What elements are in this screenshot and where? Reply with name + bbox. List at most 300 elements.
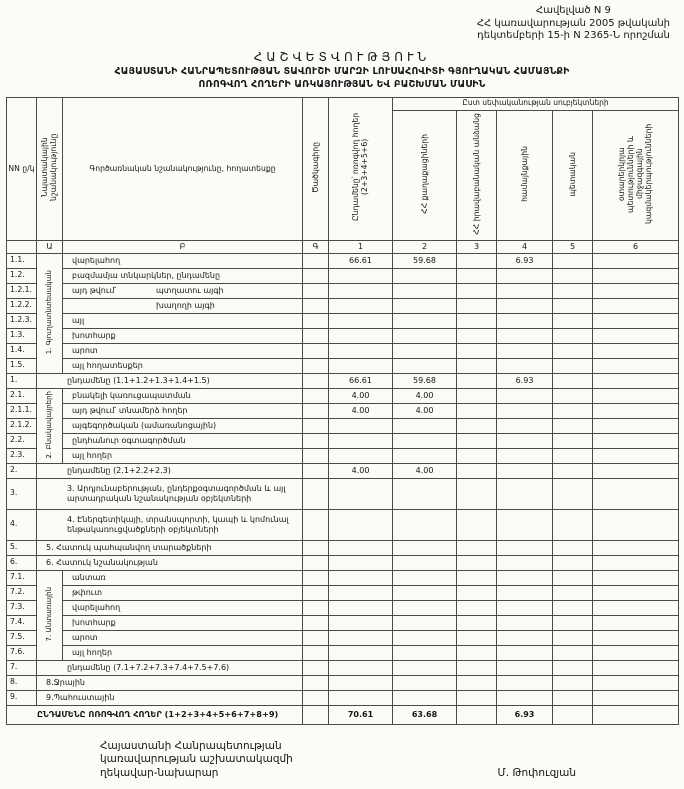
value-cell (497, 690, 553, 705)
value-cell (303, 388, 329, 403)
value-cell: 6.93 (497, 373, 553, 388)
value-cell (457, 253, 497, 268)
value-cell (593, 373, 679, 388)
value-cell (497, 600, 553, 615)
row-label-prefix: այդ թվում՝ (72, 285, 117, 295)
value-cell (593, 268, 679, 283)
value-cell: 6.93 (497, 253, 553, 268)
column-letter: 1 (329, 240, 393, 253)
value-cell (593, 403, 679, 418)
report-table-body (7, 253, 679, 724)
row-label-cell (37, 463, 303, 478)
ownership-group-header: Ըստ սեփականության սուբյեկտների (393, 97, 679, 110)
value-cell (393, 448, 457, 463)
value-cell (329, 690, 393, 705)
column-letter: Բ (63, 240, 303, 253)
col-header-state (553, 110, 593, 240)
value-cell (303, 675, 329, 690)
value-cell (303, 253, 329, 268)
value-cell (303, 555, 329, 570)
value-cell (457, 540, 497, 555)
value-cell (393, 509, 457, 540)
row-num: 2.3. (7, 448, 37, 463)
value-cell (497, 585, 553, 600)
report-table (6, 97, 679, 725)
row-label-cell (63, 343, 303, 358)
value-cell (553, 268, 593, 283)
value-cell (553, 570, 593, 585)
value-cell: 4.00 (393, 388, 457, 403)
value-cell (553, 690, 593, 705)
value-cell (497, 283, 553, 298)
table-row (7, 418, 679, 433)
value-cell (593, 463, 679, 478)
row-label: թփուտ (72, 587, 103, 597)
group-label: 2. Բնակավայրերի (45, 390, 54, 459)
value-cell (303, 585, 329, 600)
value-cell (593, 313, 679, 328)
value-cell (553, 448, 593, 463)
col-header-total (329, 97, 393, 240)
value-cell (553, 675, 593, 690)
row-num: 3. (7, 478, 37, 509)
col-header-code (303, 97, 329, 240)
value-cell (593, 328, 679, 343)
value-cell (457, 433, 497, 448)
value-cell (393, 268, 457, 283)
value-cell (393, 283, 457, 298)
table-row (7, 555, 679, 570)
row-label-cell (37, 540, 303, 555)
row-label: 8.Ջրային (46, 677, 85, 687)
value-cell (303, 705, 329, 724)
col-header-total-label: Ընդամենը՝ ոռոգվող հողեր (2+3+4+5+6) (351, 113, 370, 222)
row-num: 2.2. (7, 433, 37, 448)
table-row (7, 403, 679, 418)
value-cell (457, 448, 497, 463)
value-cell (457, 358, 497, 373)
footer-line-2: կառավարության աշխատակազմի (100, 753, 293, 766)
row-label: բնակելի կառուցապատման (72, 390, 191, 400)
value-cell: 4.00 (329, 388, 393, 403)
value-cell (497, 418, 553, 433)
row-label: այգեգործական (ամառանոցային) (72, 420, 217, 430)
column-letter: 3 (457, 240, 497, 253)
row-num: 1.2.1. (7, 283, 37, 298)
col-header-foreign (593, 110, 679, 240)
col-header-community-label: համայնքային (519, 146, 529, 202)
value-cell (457, 615, 497, 630)
value-cell (593, 675, 679, 690)
value-cell: 4.00 (329, 463, 393, 478)
value-cell (497, 343, 553, 358)
value-cell (393, 675, 457, 690)
value-cell (497, 298, 553, 313)
value-cell (457, 298, 497, 313)
value-cell (593, 478, 679, 509)
row-num: 7. (7, 660, 37, 675)
row-label: արոտ (72, 632, 98, 642)
value-cell (553, 298, 593, 313)
value-cell (457, 283, 497, 298)
value-cell (393, 645, 457, 660)
row-label: 6. Հատուկ նշանակության (46, 557, 158, 567)
row-label-cell (37, 478, 303, 509)
value-cell (303, 328, 329, 343)
row-num: 7.6. (7, 645, 37, 660)
table-row (7, 478, 679, 509)
row-label-cell (63, 418, 303, 433)
table-row (7, 600, 679, 615)
value-cell (497, 313, 553, 328)
table-row (7, 388, 679, 403)
value-cell (393, 298, 457, 313)
column-letter (7, 240, 37, 253)
value-cell (329, 600, 393, 615)
row-label: ընդամենը (2.1+2.2+2.3) (67, 465, 171, 475)
value-cell (303, 448, 329, 463)
footer-line-1: Հայաստանի Հանրապետության (100, 739, 282, 752)
value-cell: 6.93 (497, 705, 553, 724)
row-num: 4. (7, 509, 37, 540)
table-row (7, 343, 679, 358)
value-cell (553, 630, 593, 645)
row-num: 5. (7, 540, 37, 555)
row-label-cell (37, 509, 303, 540)
value-cell (553, 509, 593, 540)
value-cell (303, 509, 329, 540)
appendix-line-3: դեկտեմբերի 15-ի N 2365-Ն որոշման (477, 30, 670, 41)
row-label: այլ հողատեսքեր (72, 360, 143, 370)
value-cell (457, 418, 497, 433)
value-cell (329, 478, 393, 509)
value-cell (457, 313, 497, 328)
value-cell (303, 615, 329, 630)
value-cell (393, 418, 457, 433)
value-cell (329, 630, 393, 645)
value-cell (303, 358, 329, 373)
row-num: 7.3. (7, 600, 37, 615)
value-cell (593, 615, 679, 630)
value-cell (329, 433, 393, 448)
row-label-cell (63, 448, 303, 463)
column-letter: 6 (593, 240, 679, 253)
row-num: 1.2.2. (7, 298, 37, 313)
value-cell (497, 675, 553, 690)
value-cell (303, 478, 329, 509)
value-cell (593, 705, 679, 724)
table-row (7, 585, 679, 600)
value-cell (553, 403, 593, 418)
value-cell (593, 448, 679, 463)
value-cell (303, 660, 329, 675)
column-letter: 2 (393, 240, 457, 253)
value-cell (593, 298, 679, 313)
table-row (7, 660, 679, 675)
table-row (7, 675, 679, 690)
row-label-cell (63, 403, 303, 418)
row-label-cell (63, 298, 303, 313)
row-label: 4. Էներգետիկայի, տրանսպորտի, կապի և կոմունալ ենթակառուցվածքների օբյեկտների (67, 515, 289, 534)
row-label-cell (63, 268, 303, 283)
value-cell (303, 373, 329, 388)
row-num: 7.2. (7, 585, 37, 600)
value-cell (393, 690, 457, 705)
row-label-cell (63, 570, 303, 585)
value-cell (329, 585, 393, 600)
group-label-cell (37, 253, 63, 373)
value-cell (593, 253, 679, 268)
row-label: խոտհարք (72, 330, 116, 340)
row-label-cell (63, 433, 303, 448)
value-cell (497, 478, 553, 509)
value-cell (393, 343, 457, 358)
row-label: պտղատու այգի (156, 285, 224, 295)
value-cell (457, 509, 497, 540)
table-row (7, 705, 679, 724)
row-num: 1.2. (7, 268, 37, 283)
value-cell: 66.61 (329, 373, 393, 388)
value-cell (593, 645, 679, 660)
row-label: վարելահող (72, 255, 121, 265)
row-label: ընդամենը (7.1+7.2+7.3+7.4+7.5+7.6) (67, 662, 230, 672)
value-cell (303, 600, 329, 615)
row-num: 2.1. (7, 388, 37, 403)
value-cell (457, 328, 497, 343)
row-num: 1.5. (7, 358, 37, 373)
row-label-cell (37, 660, 303, 675)
value-cell (553, 600, 593, 615)
value-cell (553, 328, 593, 343)
column-letter: Ա (37, 240, 63, 253)
footer (100, 740, 576, 781)
value-cell (329, 555, 393, 570)
column-letters-row (7, 240, 679, 253)
value-cell (593, 600, 679, 615)
column-letter: 5 (553, 240, 593, 253)
value-cell (497, 268, 553, 283)
value-cell (393, 313, 457, 328)
value-cell (393, 433, 457, 448)
value-cell (553, 313, 593, 328)
value-cell (393, 555, 457, 570)
table-row (7, 509, 679, 540)
value-cell (553, 418, 593, 433)
row-num: 2.1.1. (7, 403, 37, 418)
table-row (7, 268, 679, 283)
value-cell (553, 463, 593, 478)
value-cell (497, 509, 553, 540)
value-cell (329, 343, 393, 358)
row-label: այլ հողեր (72, 450, 113, 460)
row-num: 1.2.3. (7, 313, 37, 328)
value-cell (303, 645, 329, 660)
value-cell (393, 540, 457, 555)
value-cell: 66.61 (329, 253, 393, 268)
value-cell: 59.68 (393, 373, 457, 388)
col-header-foreign-label: օտարերկրյա պետությունների և միջազգային կազմակերպությունների (617, 123, 654, 225)
row-label: ընդհանուր օգտագործման (72, 435, 186, 445)
value-cell (593, 690, 679, 705)
value-cell (497, 630, 553, 645)
row-label: 9.Պահուստային (46, 692, 115, 702)
value-cell (457, 478, 497, 509)
value-cell (329, 645, 393, 660)
value-cell (497, 555, 553, 570)
value-cell (457, 645, 497, 660)
report-title: ՀԱՇՎԵՏՎՈՒԹՅՈՒՆ (253, 49, 431, 64)
table-row (7, 630, 679, 645)
row-label-cell (37, 675, 303, 690)
value-cell (393, 660, 457, 675)
value-cell (303, 313, 329, 328)
column-letter: 4 (497, 240, 553, 253)
row-label-cell (63, 615, 303, 630)
row-label: ԸՆԴԱՄԵՆԸ ՈՌՈԳՎՈՂ ՀՈՂԵՐ (1+2+3+4+5+6+7+8+9) (37, 708, 279, 719)
value-cell (303, 690, 329, 705)
value-cell (497, 358, 553, 373)
value-cell: 4.00 (393, 463, 457, 478)
footer-signatory-block (100, 740, 293, 781)
row-num: 1. (7, 373, 37, 388)
value-cell (497, 328, 553, 343)
value-cell (393, 570, 457, 585)
col-header-functional (63, 97, 303, 240)
value-cell (553, 283, 593, 298)
row-num: 1.1. (7, 253, 37, 268)
value-cell (303, 403, 329, 418)
value-cell (329, 328, 393, 343)
table-row (7, 690, 679, 705)
value-cell: 4.00 (329, 403, 393, 418)
value-cell (457, 268, 497, 283)
report-subtitle-2: ՈՌՈԳՎՈՂ ՀՈՂԵՐԻ ԱՌԿԱՅՈՒԹՅԱՆ ԵՎ ԲԱՇԽՄԱՆ ՄԱՍԻՆ (198, 78, 486, 90)
value-cell (553, 343, 593, 358)
col-header-functional-label: Գործառնական նշանակությունը, հողատեսքը (89, 163, 276, 173)
appendix-line-1: Հավելված N 9 (536, 5, 611, 16)
value-cell (303, 283, 329, 298)
signature-name: Մ. Թոփուզյան (497, 766, 576, 779)
row-label-cell (63, 585, 303, 600)
value-cell: 4.00 (393, 403, 457, 418)
group-label: 7. Անտառային (45, 586, 54, 642)
value-cell (303, 630, 329, 645)
table-row (7, 463, 679, 478)
table-row (7, 253, 679, 268)
value-cell (593, 433, 679, 448)
value-cell (593, 388, 679, 403)
value-cell (457, 705, 497, 724)
value-cell (329, 509, 393, 540)
row-label-cell (63, 358, 303, 373)
value-cell (329, 268, 393, 283)
row-num: 8. (7, 675, 37, 690)
row-label: ընդամենը (1.1+1.2+1.3+1.4+1.5) (67, 375, 210, 385)
row-label: վարելահող (72, 602, 121, 612)
table-row (7, 373, 679, 388)
value-cell (393, 478, 457, 509)
value-cell (553, 615, 593, 630)
row-label: 3. Արդյունաբերության, ընդերքօգտագործման և այլ արտադրական նշանակության օբյեկտների (67, 484, 286, 503)
table-row (7, 358, 679, 373)
value-cell (457, 675, 497, 690)
value-cell (553, 645, 593, 660)
value-cell (497, 433, 553, 448)
value-cell (553, 660, 593, 675)
value-cell (553, 540, 593, 555)
header-row-1 (7, 97, 679, 110)
value-cell (393, 328, 457, 343)
value-cell (553, 253, 593, 268)
value-cell (497, 403, 553, 418)
value-cell (303, 343, 329, 358)
value-cell: 63.68 (393, 705, 457, 724)
value-cell (497, 463, 553, 478)
appendix-block (477, 5, 670, 43)
value-cell (497, 615, 553, 630)
value-cell (593, 555, 679, 570)
row-num: 6. (7, 555, 37, 570)
row-num: 7.1. (7, 570, 37, 585)
appendix-line-2: ՀՀ կառավարության 2005 թվականի (476, 17, 670, 29)
group-label-cell (37, 388, 63, 463)
row-label-cell (63, 328, 303, 343)
row-num: 9. (7, 690, 37, 705)
row-label-cell (63, 388, 303, 403)
value-cell (393, 630, 457, 645)
value-cell (593, 418, 679, 433)
value-cell (457, 600, 497, 615)
value-cell (303, 433, 329, 448)
value-cell (553, 555, 593, 570)
col-header-nn (7, 97, 37, 240)
value-cell (593, 570, 679, 585)
value-cell (553, 388, 593, 403)
col-header-state-label: պետական (567, 151, 577, 197)
value-cell (329, 448, 393, 463)
value-cell (457, 630, 497, 645)
row-label: այլ (72, 315, 85, 325)
value-cell (393, 358, 457, 373)
table-row (7, 540, 679, 555)
value-cell (457, 463, 497, 478)
value-cell (593, 660, 679, 675)
value-cell (329, 660, 393, 675)
value-cell (457, 343, 497, 358)
value-cell (393, 585, 457, 600)
row-num: 7.5. (7, 630, 37, 645)
col-header-citizens-label: ՀՀ քաղաքացիների (419, 134, 429, 214)
table-row (7, 298, 679, 313)
value-cell (553, 478, 593, 509)
value-cell (593, 343, 679, 358)
value-cell (553, 585, 593, 600)
table-row (7, 433, 679, 448)
col-header-nn-label: NN ը/կ (8, 163, 35, 173)
row-num: 1.4. (7, 343, 37, 358)
col-header-citizens (393, 110, 457, 240)
value-cell (497, 388, 553, 403)
col-header-purpose-label: Նպատակային նշանակությունը (40, 133, 59, 202)
value-cell (497, 645, 553, 660)
value-cell (497, 660, 553, 675)
row-label-cell (37, 690, 303, 705)
row-label: բազմամյա տնկարկներ, ընդամենը (72, 270, 221, 280)
row-label: այլ հողեր (72, 647, 113, 657)
col-header-code-label: Ծածկագիրը (310, 141, 320, 193)
value-cell (393, 615, 457, 630)
group-label: 1. Գյուղատնտեսական (45, 269, 54, 355)
